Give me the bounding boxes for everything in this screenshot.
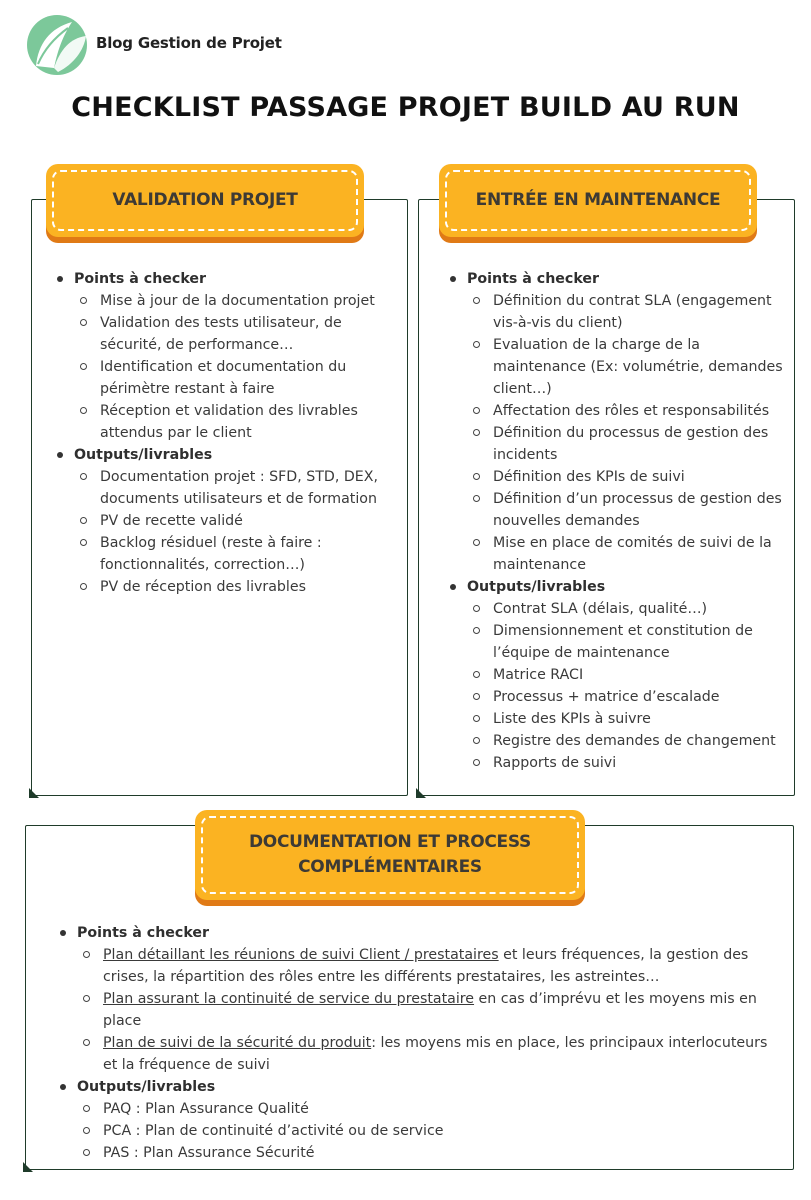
list-item bbox=[74, 510, 402, 532]
bullet-dot-icon bbox=[450, 276, 456, 282]
documentation-content bbox=[55, 922, 780, 1164]
bullet-dot-icon bbox=[450, 584, 456, 590]
validation-badge bbox=[46, 164, 364, 237]
ring-bullet-icon bbox=[83, 1149, 90, 1156]
item-text: Contrat SLA (délais, qualité…) bbox=[493, 601, 708, 617]
item-text: PCA : Plan de continuité d’activité ou de service bbox=[103, 1123, 444, 1139]
ring-bullet-icon bbox=[83, 1105, 90, 1112]
group-heading: Points à checker bbox=[77, 925, 210, 941]
item-text: Registre des demandes de changement bbox=[493, 733, 776, 749]
ring-bullet-icon bbox=[473, 495, 480, 502]
list-item bbox=[77, 1142, 780, 1164]
list-group bbox=[445, 576, 790, 774]
item-text: Liste des KPIs à suivre bbox=[493, 711, 651, 727]
item-text: Evaluation de la charge de la maintenance (Ex: volumétrie, demandes client…) bbox=[493, 337, 783, 397]
item-text: Définition du contrat SLA (engagement vis-à-vis du client) bbox=[493, 293, 772, 331]
panel-corner bbox=[416, 788, 426, 798]
list-item bbox=[74, 576, 402, 598]
list-item bbox=[77, 1098, 780, 1120]
list-item bbox=[467, 620, 790, 664]
ring-bullet-icon bbox=[83, 995, 90, 1002]
list-item bbox=[467, 752, 790, 774]
documentation-title-line1: DOCUMENTATION ET PROCESS bbox=[249, 832, 531, 852]
list-item bbox=[467, 664, 790, 686]
list-item bbox=[74, 400, 402, 444]
list-item bbox=[74, 290, 402, 312]
item-link[interactable]: Plan de suivi de la sécurité du produit bbox=[103, 1035, 372, 1051]
list-item bbox=[467, 466, 790, 488]
ring-bullet-icon bbox=[473, 407, 480, 414]
ring-bullet-icon bbox=[473, 715, 480, 722]
maintenance-list bbox=[445, 268, 790, 774]
list-item bbox=[74, 312, 402, 356]
item-link[interactable]: Plan détaillant les réunions de suivi Client / prestataires bbox=[103, 947, 499, 963]
item-text: Rapports de suivi bbox=[493, 755, 617, 771]
item-text: Affectation des rôles et responsabilités bbox=[493, 403, 770, 419]
list-item bbox=[467, 730, 790, 752]
item-text: : les moyens mis en place, les principaux interlocuteurs et la fréquence de suivi bbox=[103, 1035, 768, 1073]
ring-bullet-icon bbox=[473, 341, 480, 348]
ring-bullet-icon bbox=[473, 429, 480, 436]
item-text: et leurs fréquences, la gestion des crises, la répartition des rôles entre les différents prestataires, les astreintes… bbox=[103, 947, 749, 985]
bullet-dot-icon bbox=[60, 930, 66, 936]
validation-title: VALIDATION PROJET bbox=[112, 190, 298, 210]
item-text: Définition des KPIs de suivi bbox=[493, 469, 685, 485]
ring-bullet-icon bbox=[473, 473, 480, 480]
item-text: PV de réception des livrables bbox=[100, 579, 306, 595]
list-item bbox=[467, 598, 790, 620]
item-text: Identification et documentation du périmètre restant à faire bbox=[100, 359, 347, 397]
item-text: Définition du processus de gestion des incidents bbox=[493, 425, 769, 463]
ring-bullet-icon bbox=[473, 759, 480, 766]
panel-corner bbox=[29, 788, 39, 798]
documentation-title bbox=[249, 830, 531, 880]
list-item bbox=[467, 290, 790, 334]
list-item bbox=[467, 488, 790, 532]
bullet-dot-icon bbox=[60, 1084, 66, 1090]
list-item bbox=[74, 466, 402, 510]
documentation-title-line2: COMPLÉMENTAIRES bbox=[298, 857, 482, 877]
list-item bbox=[77, 1120, 780, 1142]
item-text: en cas d’imprévu et les moyens mis en place bbox=[103, 991, 757, 1029]
list-item bbox=[467, 708, 790, 730]
item-text: Réception et validation des livrables attendus par le client bbox=[100, 403, 358, 441]
list-item bbox=[467, 422, 790, 466]
list-item bbox=[77, 944, 780, 988]
group-heading: Outputs/livrables bbox=[74, 447, 213, 463]
list-item bbox=[77, 1032, 780, 1076]
list-item bbox=[467, 334, 790, 400]
item-text: Mise à jour de la documentation projet bbox=[100, 293, 375, 309]
list-group bbox=[55, 1076, 780, 1164]
item-text: PAQ : Plan Assurance Qualité bbox=[103, 1101, 309, 1117]
list-item bbox=[467, 532, 790, 576]
validation-content bbox=[52, 268, 402, 598]
item-text: Processus + matrice d’escalade bbox=[493, 689, 720, 705]
list-group bbox=[445, 268, 790, 576]
ring-bullet-icon bbox=[80, 297, 87, 304]
ring-bullet-icon bbox=[83, 1039, 90, 1046]
ring-bullet-icon bbox=[473, 605, 480, 612]
ring-bullet-icon bbox=[473, 693, 480, 700]
item-text: Matrice RACI bbox=[493, 667, 584, 683]
ring-bullet-icon bbox=[80, 363, 87, 370]
ring-bullet-icon bbox=[83, 1127, 90, 1134]
item-link[interactable]: Plan assurant la continuité de service du prestataire bbox=[103, 991, 475, 1007]
maintenance-badge bbox=[439, 164, 757, 237]
validation-list bbox=[52, 268, 402, 598]
list-item bbox=[77, 988, 780, 1032]
list-item bbox=[74, 356, 402, 400]
ring-bullet-icon bbox=[473, 297, 480, 304]
ring-bullet-icon bbox=[80, 517, 87, 524]
list-item bbox=[74, 532, 402, 576]
item-text: Dimensionnement et constitution de l’équipe de maintenance bbox=[493, 623, 753, 661]
ring-bullet-icon bbox=[83, 951, 90, 958]
brand-name: Blog Gestion de Projet bbox=[96, 34, 282, 52]
item-text: Backlog résiduel (reste à faire : fonctionnalités, correction…) bbox=[100, 535, 322, 573]
ring-bullet-icon bbox=[473, 539, 480, 546]
ring-bullet-icon bbox=[80, 407, 87, 414]
ring-bullet-icon bbox=[473, 627, 480, 634]
item-text: Validation des tests utilisateur, de sécurité, de performance… bbox=[100, 315, 342, 353]
group-heading: Outputs/livrables bbox=[467, 579, 606, 595]
list-group bbox=[52, 268, 402, 444]
list-group bbox=[55, 922, 780, 1076]
item-text: PAS : Plan Assurance Sécurité bbox=[103, 1145, 315, 1161]
leaf-logo-icon bbox=[24, 14, 90, 76]
list-group bbox=[52, 444, 402, 598]
ring-bullet-icon bbox=[473, 737, 480, 744]
panel-corner bbox=[23, 1162, 33, 1172]
ring-bullet-icon bbox=[80, 539, 87, 546]
maintenance-title: ENTRÉE EN MAINTENANCE bbox=[475, 190, 721, 210]
bullet-dot-icon bbox=[57, 452, 63, 458]
item-text: Documentation projet : SFD, STD, DEX, documents utilisateurs et de formation bbox=[100, 469, 378, 507]
ring-bullet-icon bbox=[473, 671, 480, 678]
ring-bullet-icon bbox=[80, 583, 87, 590]
item-text: Définition d’un processus de gestion des nouvelles demandes bbox=[493, 491, 782, 529]
group-heading: Points à checker bbox=[74, 271, 207, 287]
list-item bbox=[467, 686, 790, 708]
ring-bullet-icon bbox=[80, 319, 87, 326]
bullet-dot-icon bbox=[57, 276, 63, 282]
page-title: CHECKLIST PASSAGE PROJET BUILD AU RUN bbox=[71, 92, 740, 123]
item-text: PV de recette validé bbox=[100, 513, 243, 529]
item-text: Mise en place de comités de suivi de la maintenance bbox=[493, 535, 772, 573]
group-heading: Points à checker bbox=[467, 271, 600, 287]
list-item bbox=[467, 400, 790, 422]
ring-bullet-icon bbox=[80, 473, 87, 480]
group-heading: Outputs/livrables bbox=[77, 1079, 216, 1095]
maintenance-content bbox=[445, 268, 790, 774]
documentation-badge bbox=[195, 810, 585, 900]
